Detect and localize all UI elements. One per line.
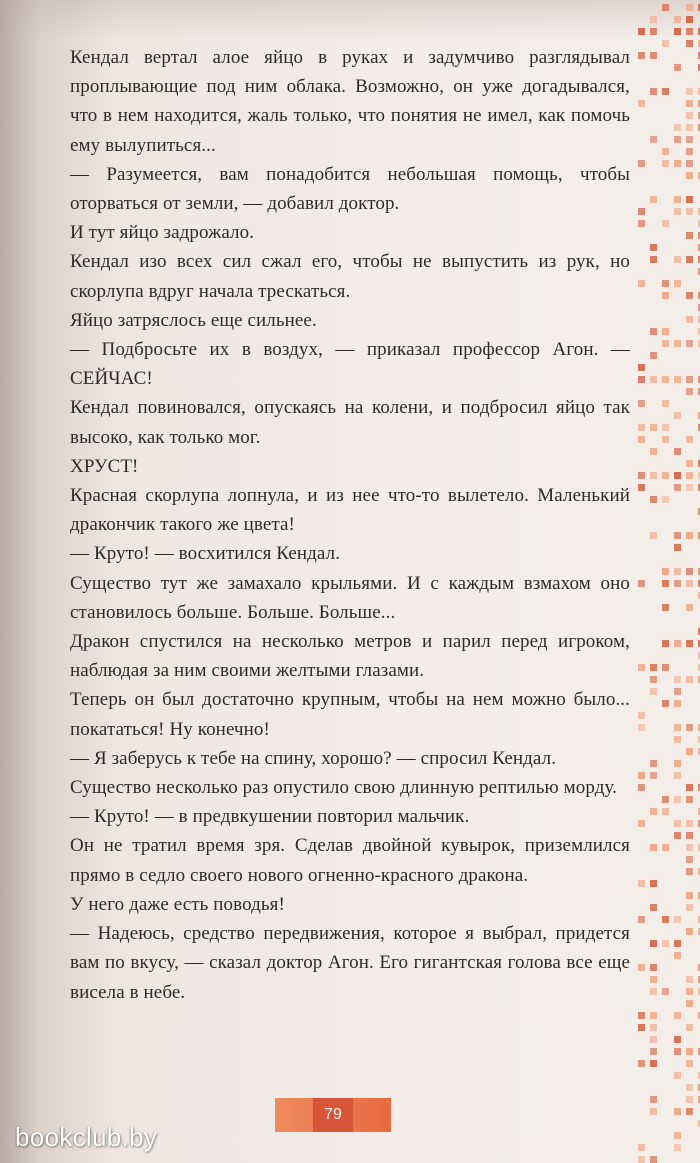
pixel-square [650,532,657,539]
pixel-square [662,940,669,947]
pixel-square [674,1048,681,1055]
pixel-square [650,988,657,995]
pixel-square [638,784,645,791]
paragraph: — Надеюсь, средство передвижения, которое я выбрал, придется вам по вкусу, — сказал доктор Агон. Его гигантская голова все еще висела в небе. [70,923,630,1003]
pixel-square [650,1096,657,1103]
paragraph: Кендал повиновался, опускаясь на колени, и подбросил яйцо так высоко, как только мог. [70,397,630,448]
pixel-square [686,100,693,107]
pixel-square [674,472,681,479]
pixel-square [650,328,657,335]
pixel-square [638,280,645,287]
pixel-square [686,172,693,179]
pixel-square [686,844,693,851]
pixel-square [650,448,657,455]
pixel-square [686,40,693,47]
pixel-square [686,484,693,491]
pixel-square [686,1024,693,1031]
pixel-square [686,292,693,299]
pixel-square [686,1084,693,1091]
pixel-square [674,724,681,731]
pixel-square [638,220,645,227]
watermark: bookclub.by [15,1122,158,1152]
pixel-square [638,472,645,479]
pixel-square [686,196,693,203]
pixel-square [638,1144,645,1151]
paragraph: У него даже есть поводья! [70,893,285,915]
pixel-square [674,640,681,647]
pixel-square [674,484,681,491]
paragraph: Он не тратил время зря. Сделав двойной кувырок, приземлился прямо в седло своего нового огненно-красного дракона. [70,835,630,886]
pixel-square [686,388,693,395]
pixel-square [662,148,669,155]
pixel-square [662,796,669,803]
pixel-square [650,88,657,95]
pixel-square [686,820,693,827]
paragraph: Кендал изо всех сил сжал его, чтобы не выпустить из рук, но скорлупа вдруг начала трескаться. [70,251,630,302]
pixel-square [674,568,681,575]
pixel-square [662,88,669,95]
pixel-square [638,580,645,587]
pixel-square [650,880,657,887]
pixel-square [638,436,645,443]
pixel-square [674,124,681,131]
pixel-square [686,568,693,575]
pixel-square [650,1108,657,1115]
pixel-square [662,496,669,503]
pixel-square [686,796,693,803]
pixel-square [650,352,657,359]
pixel-square [650,424,657,431]
pixel-square [674,916,681,923]
pixel-square [662,916,669,923]
pixel-square [674,760,681,767]
pixel-square [650,496,657,503]
pixel-square [674,532,681,539]
pixel-square [662,424,669,431]
paragraph: Дракон спустился на несколько метров и парил перед игроком, наблюдая за ним своими желтыми глазами. [70,631,630,682]
pixel-square [662,328,669,335]
pixel-square [674,448,681,455]
pixel-square [686,1096,693,1103]
pixel-square [662,292,669,299]
pixel-square [674,952,681,959]
pixel-square [686,676,693,683]
pixel-square [686,436,693,443]
pixel-square [638,964,645,971]
pixel-square [674,676,681,683]
pixel-square [686,988,693,995]
pixel-square [650,28,657,35]
pixel-square [686,208,693,215]
pixel-square [638,400,645,407]
pixel-square [662,640,669,647]
pixel-square [674,196,681,203]
pixel-square [686,832,693,839]
pixel-square [650,844,657,851]
pixel-square [638,424,645,431]
pixel-square [686,976,693,983]
pixel-square [662,472,669,479]
pixel-square [686,856,693,863]
pixel-square [662,436,669,443]
pixel-square [674,1072,681,1079]
pixel-square [686,724,693,731]
pixel-square [650,244,657,251]
pixel-square [686,472,693,479]
pixel-square [686,604,693,611]
pixel-square [674,736,681,743]
body-text [70,43,630,1007]
pixel-square [674,1132,681,1139]
pixel-square [686,460,693,467]
paragraph: Теперь он был достаточно крупным, чтобы на нем можно было... покататься! Ну конечно! [70,689,630,740]
pixel-square [674,580,681,587]
pixel-square [686,112,693,119]
pixel-square [686,892,693,899]
pixel-square [638,484,645,491]
pixel-square [686,1108,693,1115]
pixel-square [674,208,681,215]
pixel-square [662,4,669,11]
pixel-square [674,544,681,551]
pixel-square [686,640,693,647]
pixel-square [638,1024,645,1031]
pixel-square [638,820,645,827]
pixel-square [650,1012,657,1019]
pixel-square [686,16,693,23]
pixel-square [674,1108,681,1115]
pixel-square [662,988,669,995]
pixel-square [650,976,657,983]
pixel-square [650,760,657,767]
pixel-square [686,256,693,263]
pixel-square [650,1024,657,1031]
pixel-square [638,208,645,215]
paragraph: И тут яйцо задрожало. [70,222,255,244]
pixel-square [686,1048,693,1055]
pixel-square [674,16,681,23]
pixel-square [638,364,645,371]
pixel-square [650,808,657,815]
paragraph: — Круто! — восхитился Кендал. [70,543,341,565]
pixel-square [650,964,657,971]
pixel-square [638,880,645,887]
paragraph: — Круто! — в предвкушении повторил мальчик. [70,806,470,828]
pixel-square [662,340,669,347]
pixel-square [674,688,681,695]
pixel-square [674,280,681,287]
pixel-square [686,316,693,323]
pixel-square [650,16,657,23]
pixel-square [674,700,681,707]
pixel-square [638,1156,645,1163]
pixel-square [686,160,693,167]
pixel-square [650,1156,657,1163]
pixel-square [650,1048,657,1055]
pixel-square [686,784,693,791]
pixel-square [674,160,681,167]
pixel-square [650,904,657,911]
paragraph: Кендал вертал алое яйцо в руках и задумчиво разглядывал проплывающие под ним облака. Возможно, он уже догадывался, что в нем находится, жаль только, что понятия не имел, как помочь ему вылупиться... [70,47,630,156]
pixel-square [662,604,669,611]
pixel-square [674,832,681,839]
pixel-square [662,664,669,671]
pixel-square [674,796,681,803]
pixel-square [638,724,645,731]
pixel-square [662,700,669,707]
pixel-square [686,148,693,155]
pixel-square [638,28,645,35]
pixel-square [662,808,669,815]
pixel-square [662,376,669,383]
pixel-square [674,136,681,143]
paragraph: — Разумеется, вам понадобится небольшая помощь, чтобы оторваться от земли, — добавил доктор. [70,163,630,215]
pixel-square [674,412,681,419]
pixel-square [686,136,693,143]
paragraph: — Я заберусь к тебе на спину, хорошо? — спросил Кендал. [70,747,557,769]
pixel-square [674,820,681,827]
pixel-square [686,28,693,35]
pixel-square [662,568,669,575]
pixel-square [650,376,657,383]
pixel-square [662,280,669,287]
pixel-square [686,4,693,11]
page-number: 79 [313,1098,353,1132]
pixel-square [650,1036,657,1043]
pixel-square [650,472,657,479]
paragraph: Существо тут же замахало крыльями. И с каждым взмахом оно становилось больше. Больше. Больше... [70,572,630,623]
pixel-square [686,124,693,131]
pixel-square [686,88,693,95]
pixel-square [674,340,681,347]
pixel-square [686,340,693,347]
pixel-square [638,160,645,167]
paragraph: Существо несколько раз опустило свою длинную рептилью морду. [70,777,618,799]
pixel-square [686,904,693,911]
pixel-square [686,376,693,383]
pixel-square [674,772,681,779]
pixel-square [662,160,669,167]
pixel-square [638,52,645,59]
paragraph: — Подбросьте их в воздух, — приказал профессор Агон. — СЕЙЧАС! [70,339,630,390]
pixel-square [686,232,693,239]
pixel-square [674,28,681,35]
pixel-square [674,376,681,383]
pixel-square [650,256,657,263]
pixel-square [674,940,681,947]
pixel-square [638,664,645,671]
pixel-square [650,1060,657,1067]
paragraph: Яйцо затряслось еще сильнее. [70,309,317,331]
pixel-square [674,256,681,263]
pixel-square [662,580,669,587]
paragraph: Красная скорлупа лопнула, и из нее что-то вылетело. Маленький дракончик такого же цвета! [70,485,630,536]
pixel-square [686,1060,693,1067]
pixel-square [638,1012,645,1019]
pixel-square [686,928,693,935]
pixel-square [638,1060,645,1067]
pixel-square [674,1012,681,1019]
pixel-square [662,40,669,47]
pixel-square [686,580,693,587]
pixel-square [662,220,669,227]
pixel-square [650,772,657,779]
pixel-square [650,940,657,947]
pixel-square [662,400,669,407]
pixel-square [662,844,669,851]
pixel-square [650,676,657,683]
pixel-square [638,916,645,923]
pixel-square [650,136,657,143]
pixel-square [650,196,657,203]
pixel-square [638,712,645,719]
pixel-square [650,664,657,671]
pixel-square [686,868,693,875]
pixel-decoration [636,0,700,1163]
pixel-square [638,772,645,779]
pixel-square [674,64,681,71]
pixel-square [674,1144,681,1151]
pixel-square [686,1000,693,1007]
pixel-square [686,532,693,539]
pixel-square [686,748,693,755]
pixel-square [638,100,645,107]
page-top-shade [0,0,700,40]
pixel-square [650,688,657,695]
pixel-square [638,376,645,383]
pixel-square [650,52,657,59]
pixel-square [674,1036,681,1043]
paragraph: ХРУСТ! [70,455,139,477]
